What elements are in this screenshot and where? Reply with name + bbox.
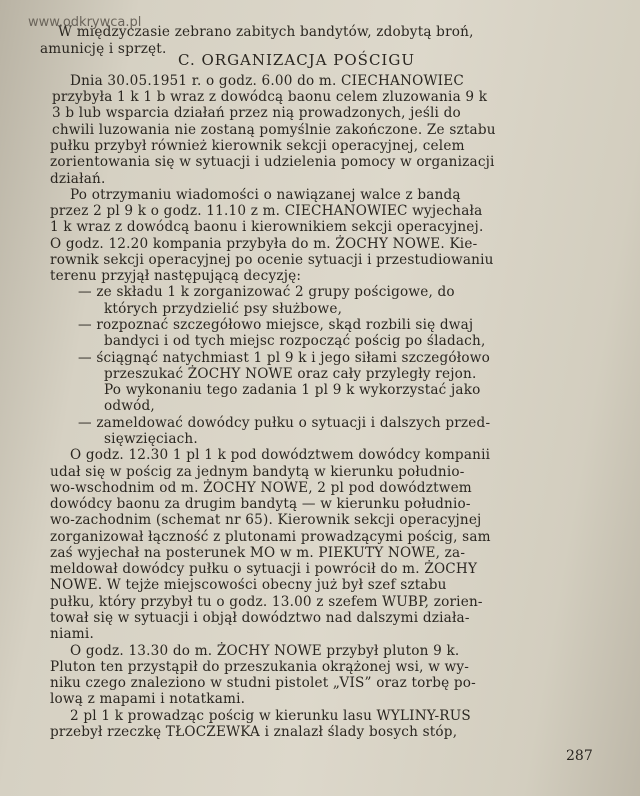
text-line: meldował dowódcy pułku o sytuacji i powrócił do m. ŻOCHY — [50, 561, 478, 578]
text-line: chwili luzowania nie zostaną pomyślnie zakończone. Ze sztabu — [52, 121, 496, 138]
text-line: lową z mapami i notatkami. — [50, 691, 246, 708]
text-line: zorganizował łączność z plutonami prowadzącymi pościg, sam — [50, 528, 491, 545]
text-line: udał się w pościg za jednym bandytą w kierunku południo- — [50, 463, 465, 480]
text-line: zaś wyjechał na posterunek MO w m. PIEKUTY NOWE, za- — [50, 544, 466, 561]
text-line: wo-zachodnim (schemat nr 65). Kierownik sekcji operacyjnej — [50, 512, 482, 529]
text-line: terenu przyjął następującą decyzję: — [50, 268, 302, 285]
text-line: 2 pl 1 k prowadząc pościg w kierunku lasu WYLINY-RUS — [70, 707, 471, 724]
text-line: O godz. 13.30 do m. ŻOCHY NOWE przybył pluton 9 k. — [70, 642, 460, 659]
text-line: 3 b lub wsparcia działań przez nią prowadzonych, jeśli do — [52, 105, 461, 122]
text-line: sięwzięciach. — [104, 430, 198, 447]
text-line: przebył rzeczkę TŁOCZEWKA i znalazł ślady bosych stóp, — [50, 724, 458, 740]
text-line: przeszukać ŻOCHY NOWE oraz cały przyległy rejon. — [104, 365, 477, 382]
text-line: — rozpoznać szczegółowo miejsce, skąd rozbili się dwaj — [78, 317, 474, 334]
text-line: NOWE. W tejże miejscowości obecny już był szef sztabu — [50, 577, 447, 594]
text-line: niami. — [50, 626, 94, 643]
text-line: bandyci i od tych miejsc rozpocząć pościg po śladach, — [104, 333, 486, 350]
text-line: — zameldować dowódcy pułku o sytuacji i dalszych przed- — [78, 414, 491, 431]
text-line: Po otrzymaniu wiadomości o nawiązanej walce z bandą — [70, 186, 461, 203]
text-line: odwód, — [104, 398, 155, 415]
text-line: — ściągnąć natychmiast 1 pl 9 k i jego siłami szczegółowo — [78, 349, 490, 366]
text-line: pułku przybył również kierownik sekcji operacyjnej, celem — [50, 137, 465, 154]
page-number: 287 — [566, 748, 593, 764]
text-line: O godz. 12.20 kompania przybyła do m. ŻOCHY NOWE. Kie- — [50, 235, 478, 252]
text-line: W międzyczasie zebrano zabitych bandytów, zdobytą broń, — [58, 24, 474, 40]
text-line: rownik sekcji operacyjnej po ocenie sytuacji i przestudiowaniu — [50, 251, 494, 268]
watermark: www.odkrywca.pl — [28, 15, 142, 30]
text-line: 1 k wraz z dowódcą baonu i kierownikiem sekcji operacyjnej. — [50, 219, 484, 236]
text-line: — ze składu 1 k zorganizować 2 grupy pościgowe, do — [78, 284, 455, 301]
text-line: tował się w sytuacji i objął dowództwo nad dalszymi działa- — [50, 610, 470, 627]
text-line: pułku, który przybył tu o godz. 13.00 z szefem WUBP, zorien- — [50, 593, 483, 610]
text-line: Pluton ten przystąpił do przeszukania okrążonej wsi, w wy- — [50, 658, 470, 675]
text-line: amunicję i sprzęt. — [40, 40, 167, 57]
text-line: dowódcy baonu za drugim bandytą — w kierunku południo- — [50, 496, 471, 513]
text-line: O godz. 12.30 1 pl 1 k pod dowództwem dowódcy kompanii — [70, 447, 491, 464]
text-line: niku czego znaleziono w studni pistolet „VIS” oraz torbę po- — [50, 675, 476, 692]
text-line: wo-wschodnim od m. ŻOCHY NOWE, 2 pl pod dowództwem — [50, 479, 472, 496]
text-line: działań. — [50, 170, 106, 187]
text-line: przez 2 pl 9 k o godz. 11.10 z m. CIECHANOWIEC wyjechała — [50, 203, 483, 220]
text-line: Dnia 30.05.1951 r. o godz. 6.00 do m. CIECHANOWIEC — [70, 72, 464, 89]
text-line: zorientowania się w sytuacji i udzielenia pomocy w organizacji — [50, 154, 495, 171]
text-line: których przydzielić psy służbowe, — [104, 300, 343, 317]
text-line: przybyła 1 k 1 b wraz z dowódcą baonu celem zluzowania 9 k — [52, 89, 488, 106]
section-heading: C. ORGANIZACJA POŚCIGU — [178, 51, 415, 70]
text-line: Po wykonaniu tego zadania 1 pl 9 k wykorzystać jako — [104, 382, 481, 399]
